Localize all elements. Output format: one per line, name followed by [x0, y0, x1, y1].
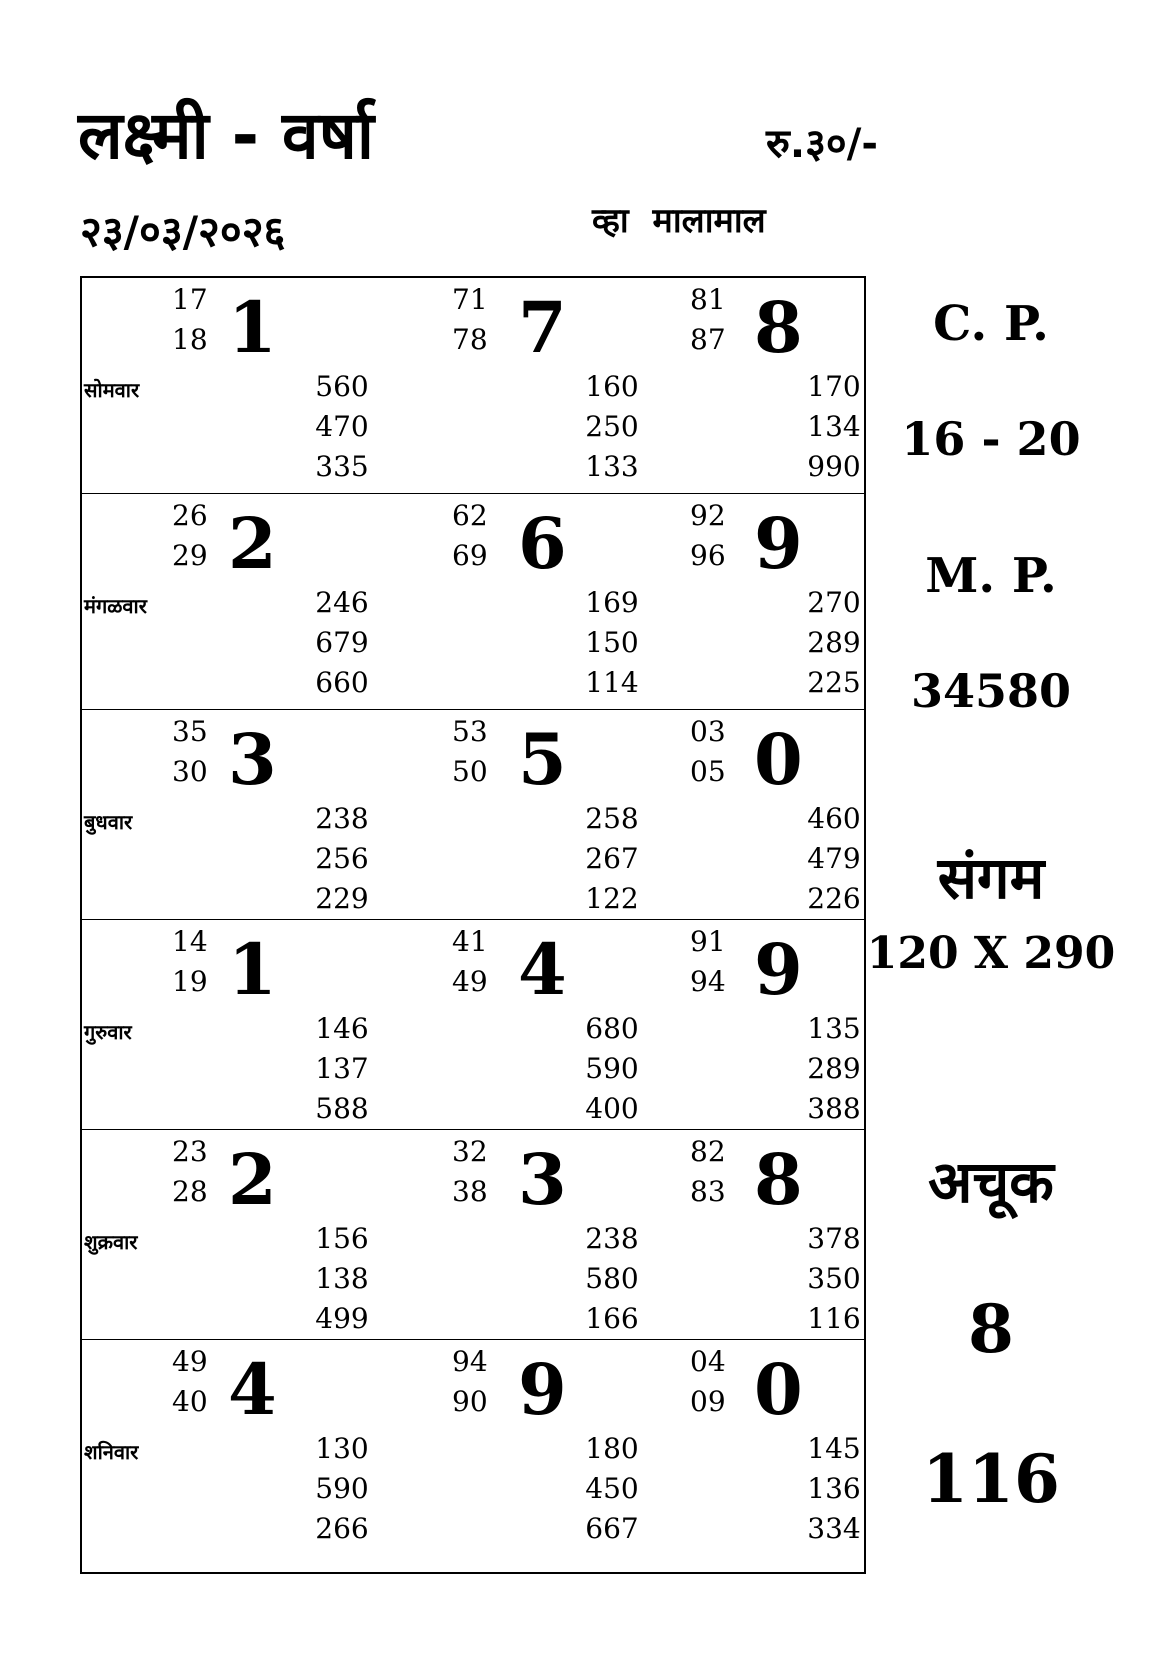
- table-row: [82, 710, 864, 920]
- weekly-results-table: [80, 276, 866, 1574]
- jodi-number: 40: [172, 1385, 208, 1418]
- result-cell: [432, 1130, 682, 1339]
- day-label: शनिवार: [84, 1440, 139, 1464]
- day-label: सोमवार: [84, 378, 140, 402]
- pana-number: 134: [807, 410, 861, 443]
- open-digit: 4: [518, 928, 567, 1011]
- pana-number: 266: [315, 1512, 369, 1545]
- tagline: व्हा मालामाल: [592, 201, 766, 241]
- open-digit: 9: [754, 928, 803, 1011]
- table-row: [82, 278, 864, 494]
- pana-number: 225: [807, 666, 861, 699]
- jodi-number: 19: [172, 965, 208, 998]
- open-digit: 1: [228, 928, 277, 1011]
- jodi-number: 35: [172, 715, 208, 748]
- pana-number: 156: [315, 1222, 369, 1255]
- open-digit: 8: [754, 1138, 803, 1221]
- mp-label: M. P.: [925, 548, 1057, 604]
- pana-number: 580: [585, 1262, 639, 1295]
- open-digit: 3: [518, 1138, 567, 1221]
- sangam-label: संगम: [937, 844, 1045, 912]
- pana-number: 667: [585, 1512, 639, 1545]
- jodi-number: 69: [452, 539, 488, 572]
- jodi-number: 17: [172, 283, 208, 316]
- result-cell: [152, 920, 402, 1129]
- jodi-number: 26: [172, 499, 208, 532]
- pana-number: 680: [585, 1012, 639, 1045]
- open-digit: 1: [228, 286, 277, 369]
- pana-number: 146: [315, 1012, 369, 1045]
- pana-number: 590: [315, 1472, 369, 1505]
- jodi-number: 29: [172, 539, 208, 572]
- jodi-number: 81: [690, 283, 726, 316]
- pana-number: 378: [807, 1222, 861, 1255]
- jodi-number: 94: [452, 1345, 488, 1378]
- pana-number: 150: [585, 626, 639, 659]
- pana-number: 400: [585, 1092, 639, 1125]
- result-cell: [152, 494, 402, 709]
- jodi-number: 49: [452, 965, 488, 998]
- result-cell: [432, 1340, 682, 1572]
- result-cell: [152, 278, 402, 493]
- result-cell: [432, 710, 682, 919]
- jodi-number: 23: [172, 1135, 208, 1168]
- pana-number: 350: [807, 1262, 861, 1295]
- jodi-number: 50: [452, 755, 488, 788]
- pana-number: 560: [315, 370, 369, 403]
- pana-number: 388: [807, 1092, 861, 1125]
- pana-number: 136: [807, 1472, 861, 1505]
- pana-number: 499: [315, 1302, 369, 1335]
- pana-number: 133: [585, 450, 639, 483]
- pana-number: 588: [315, 1092, 369, 1125]
- jodi-number: 71: [452, 283, 488, 316]
- open-digit: 5: [518, 718, 567, 801]
- sangam-value: 120 X 290: [866, 928, 1116, 979]
- pana-number: 160: [585, 370, 639, 403]
- open-digit: 8: [754, 286, 803, 369]
- pana-number: 258: [585, 802, 639, 835]
- pana-number: 229: [315, 882, 369, 915]
- pana-number: 990: [807, 450, 861, 483]
- pana-number: 130: [315, 1432, 369, 1465]
- pana-number: 169: [585, 586, 639, 619]
- open-digit: 9: [518, 1348, 567, 1431]
- jodi-number: 49: [172, 1345, 208, 1378]
- jodi-number: 38: [452, 1175, 488, 1208]
- pana-number: 289: [807, 1052, 861, 1085]
- pana-number: 238: [315, 802, 369, 835]
- table-row: [82, 1130, 864, 1340]
- pana-number: 114: [585, 666, 639, 699]
- result-cell: [152, 1340, 402, 1572]
- open-digit: 2: [228, 502, 277, 585]
- pana-number: 138: [315, 1262, 369, 1295]
- pana-number: 660: [315, 666, 369, 699]
- jodi-number: 91: [690, 925, 726, 958]
- jodi-number: 90: [452, 1385, 488, 1418]
- achuk-digit: 8: [968, 1290, 1014, 1368]
- cp-label: C. P.: [933, 296, 1049, 352]
- result-cell: [432, 920, 682, 1129]
- pana-number: 246: [315, 586, 369, 619]
- day-label: गुरुवार: [84, 1020, 132, 1044]
- pana-number: 590: [585, 1052, 639, 1085]
- pana-number: 166: [585, 1302, 639, 1335]
- result-cell: [152, 710, 402, 919]
- achuk-pana: 116: [922, 1440, 1060, 1518]
- result-cell: [152, 1130, 402, 1339]
- open-digit: 4: [228, 1348, 277, 1431]
- jodi-number: 53: [452, 715, 488, 748]
- jodi-number: 30: [172, 755, 208, 788]
- pana-number: 116: [807, 1302, 861, 1335]
- pana-number: 226: [807, 882, 861, 915]
- cp-value: 16 - 20: [901, 412, 1081, 466]
- pana-number: 180: [585, 1432, 639, 1465]
- open-digit: 9: [754, 502, 803, 585]
- pana-number: 145: [807, 1432, 861, 1465]
- pana-number: 238: [585, 1222, 639, 1255]
- pana-number: 679: [315, 626, 369, 659]
- pana-number: 135: [807, 1012, 861, 1045]
- jodi-number: 62: [452, 499, 488, 532]
- pana-number: 334: [807, 1512, 861, 1545]
- pana-number: 335: [315, 450, 369, 483]
- pana-number: 470: [315, 410, 369, 443]
- pana-number: 256: [315, 842, 369, 875]
- jodi-number: 87: [690, 323, 726, 356]
- price-label: रु.३०/-: [766, 121, 878, 167]
- chart-title: लक्ष्मी - वर्षा: [78, 97, 374, 174]
- day-label: मंगळवार: [84, 594, 147, 618]
- chart-date: २३/०३/२०२६: [80, 207, 286, 256]
- pana-number: 250: [585, 410, 639, 443]
- pana-number: 289: [807, 626, 861, 659]
- jodi-number: 18: [172, 323, 208, 356]
- pana-number: 270: [807, 586, 861, 619]
- jodi-number: 05: [690, 755, 726, 788]
- open-digit: 2: [228, 1138, 277, 1221]
- jodi-number: 82: [690, 1135, 726, 1168]
- open-digit: 6: [518, 502, 567, 585]
- pana-number: 479: [807, 842, 861, 875]
- jodi-number: 92: [690, 499, 726, 532]
- pana-number: 170: [807, 370, 861, 403]
- pana-number: 267: [585, 842, 639, 875]
- table-row: [82, 494, 864, 710]
- jodi-number: 94: [690, 965, 726, 998]
- day-label: शुक्रवार: [84, 1230, 138, 1254]
- jodi-number: 14: [172, 925, 208, 958]
- table-row: [82, 920, 864, 1130]
- result-cell: [432, 494, 682, 709]
- jodi-number: 32: [452, 1135, 488, 1168]
- jodi-number: 09: [690, 1385, 726, 1418]
- day-label: बुधवार: [84, 810, 133, 834]
- pana-number: 460: [807, 802, 861, 835]
- pana-number: 137: [315, 1052, 369, 1085]
- jodi-number: 41: [452, 925, 488, 958]
- jodi-number: 96: [690, 539, 726, 572]
- achuk-label: अचूक: [928, 1148, 1054, 1216]
- jodi-number: 83: [690, 1175, 726, 1208]
- open-digit: 0: [754, 718, 803, 801]
- table-row: [82, 1340, 864, 1572]
- open-digit: 7: [518, 286, 567, 369]
- mp-value: 34580: [910, 664, 1072, 718]
- pana-number: 450: [585, 1472, 639, 1505]
- pana-number: 122: [585, 882, 639, 915]
- result-cell: [432, 278, 682, 493]
- jodi-number: 78: [452, 323, 488, 356]
- jodi-number: 28: [172, 1175, 208, 1208]
- open-digit: 3: [228, 718, 277, 801]
- open-digit: 0: [754, 1348, 803, 1431]
- jodi-number: 03: [690, 715, 726, 748]
- jodi-number: 04: [690, 1345, 726, 1378]
